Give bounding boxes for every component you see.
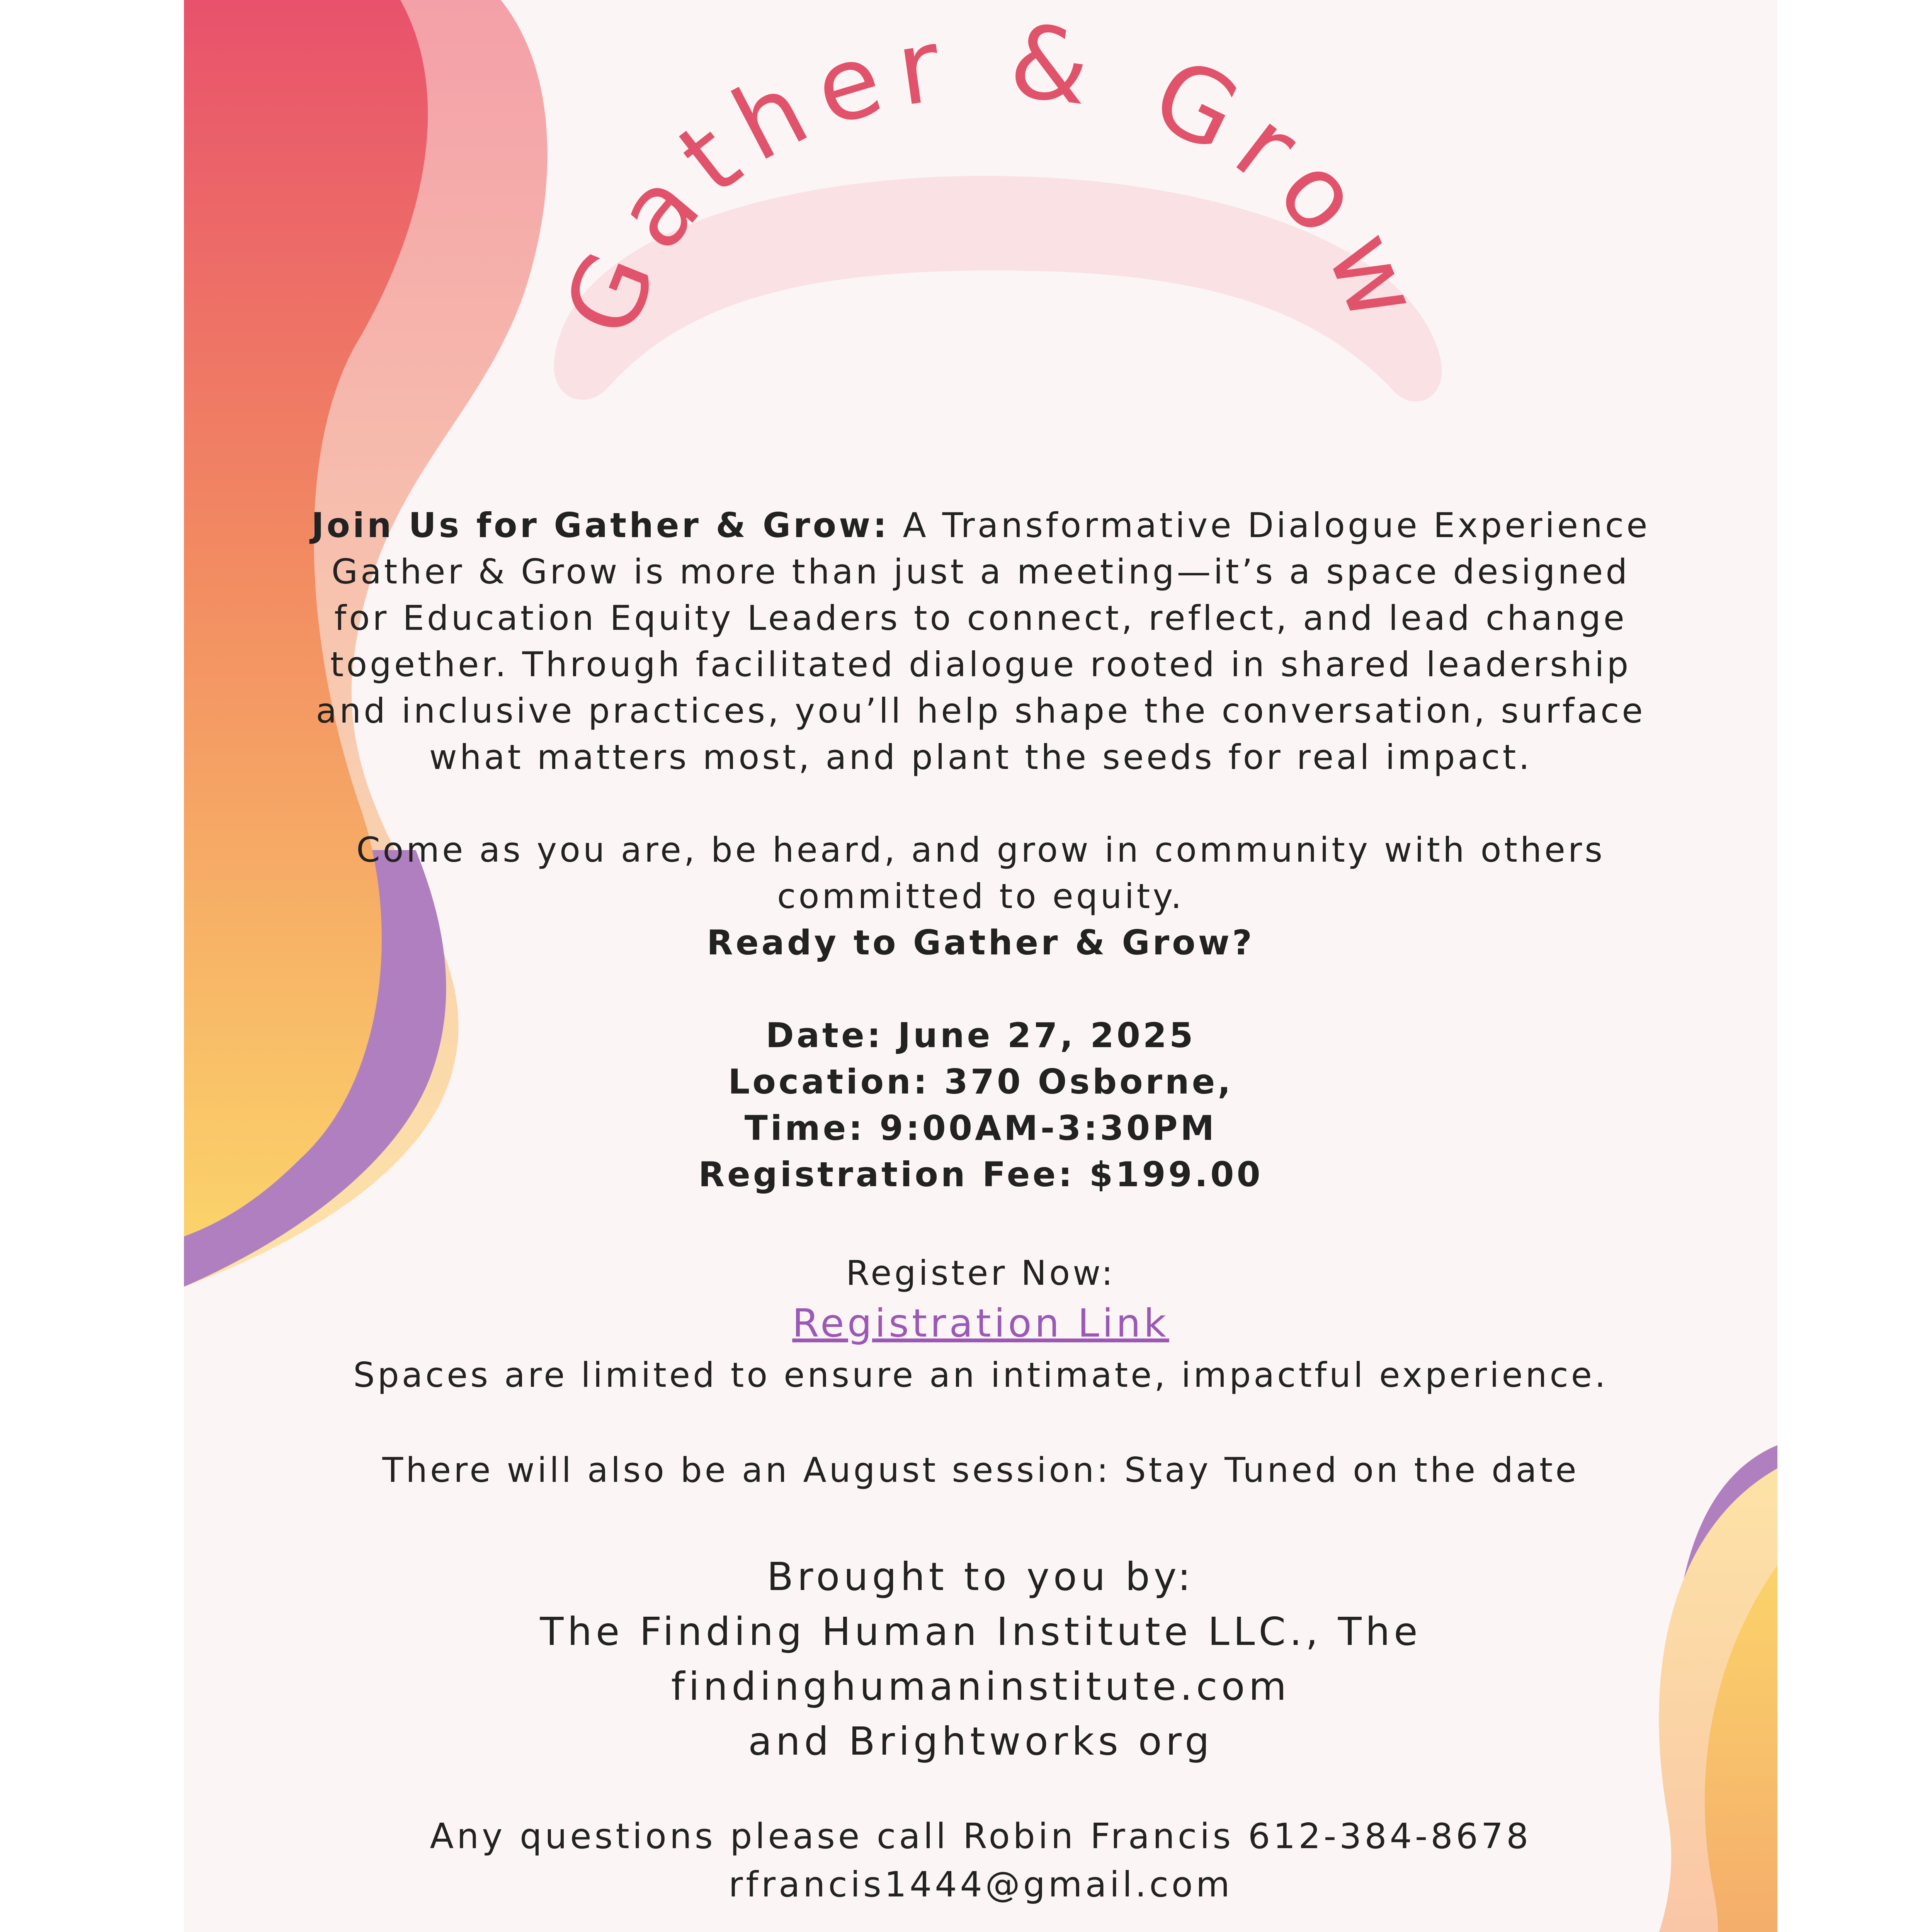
- intro-line: together. Through facilitated dialogue rooted in shared leadership: [330, 645, 1631, 684]
- brought-line: and Brightworks org: [748, 1719, 1213, 1764]
- intro-first-line: [184, 502, 1777, 549]
- intro-paragraph: [184, 502, 1777, 781]
- brought-line: findinghumaninstitute.com: [671, 1664, 1291, 1709]
- sponsors-section: [184, 1549, 1777, 1769]
- intro-lead-rest: A Transformative Dialogue Experience: [889, 505, 1650, 545]
- register-label: Register Now:: [846, 1253, 1116, 1293]
- event-time: Time: 9:00AM-3:30PM: [744, 1108, 1217, 1148]
- event-fee: Registration Fee: $199.00: [698, 1155, 1263, 1194]
- spaces-note: Spaces are limited to ensure an intimate, impactful experience.: [353, 1355, 1608, 1395]
- intro-line: for Education Equity Leaders to connect, reflect, and lead change: [334, 598, 1627, 638]
- contact-section: [184, 1812, 1777, 1909]
- community-line: Come as you are, be heard, and grow in community with others: [356, 830, 1605, 870]
- event-location: Location: 370 Osborne,: [728, 1062, 1233, 1102]
- intro-line: Gather & Grow is more than just a meeting—it’s a space designed: [331, 552, 1630, 592]
- community-line: committed to equity.: [777, 876, 1184, 916]
- contact-email[interactable]: rfrancis1444@gmail.com: [728, 1864, 1233, 1905]
- event-date: Date: June 27, 2025: [765, 1015, 1196, 1055]
- intro-lead: Join Us for Gather & Grow:: [311, 505, 889, 545]
- call-to-action: Ready to Gather & Grow?: [707, 923, 1255, 963]
- page-title: [184, 0, 1777, 502]
- community-paragraph: [184, 827, 1777, 966]
- intro-line: what matters most, and plant the seeds for real impact.: [429, 737, 1532, 777]
- svg-text:Gather & Grow: [542, 2, 1449, 351]
- flyer-page: [184, 0, 1777, 1932]
- registration-link[interactable]: Registration Link: [792, 1301, 1169, 1346]
- brought-line: Brought to you by:: [767, 1554, 1195, 1599]
- brought-line: The Finding Human Institute LLC., The: [540, 1609, 1422, 1654]
- registration-section: [184, 1248, 1777, 1400]
- contact-phone-line: Any questions please call Robin Francis 612-384-8678: [430, 1816, 1532, 1857]
- event-details: [184, 1012, 1777, 1198]
- intro-line: and inclusive practices, you’ll help shape the conversation, surface: [316, 691, 1646, 731]
- august-note: There will also be an August session: Stay Tuned on the date: [382, 1450, 1579, 1490]
- title-text: Gather & Grow: [542, 2, 1449, 352]
